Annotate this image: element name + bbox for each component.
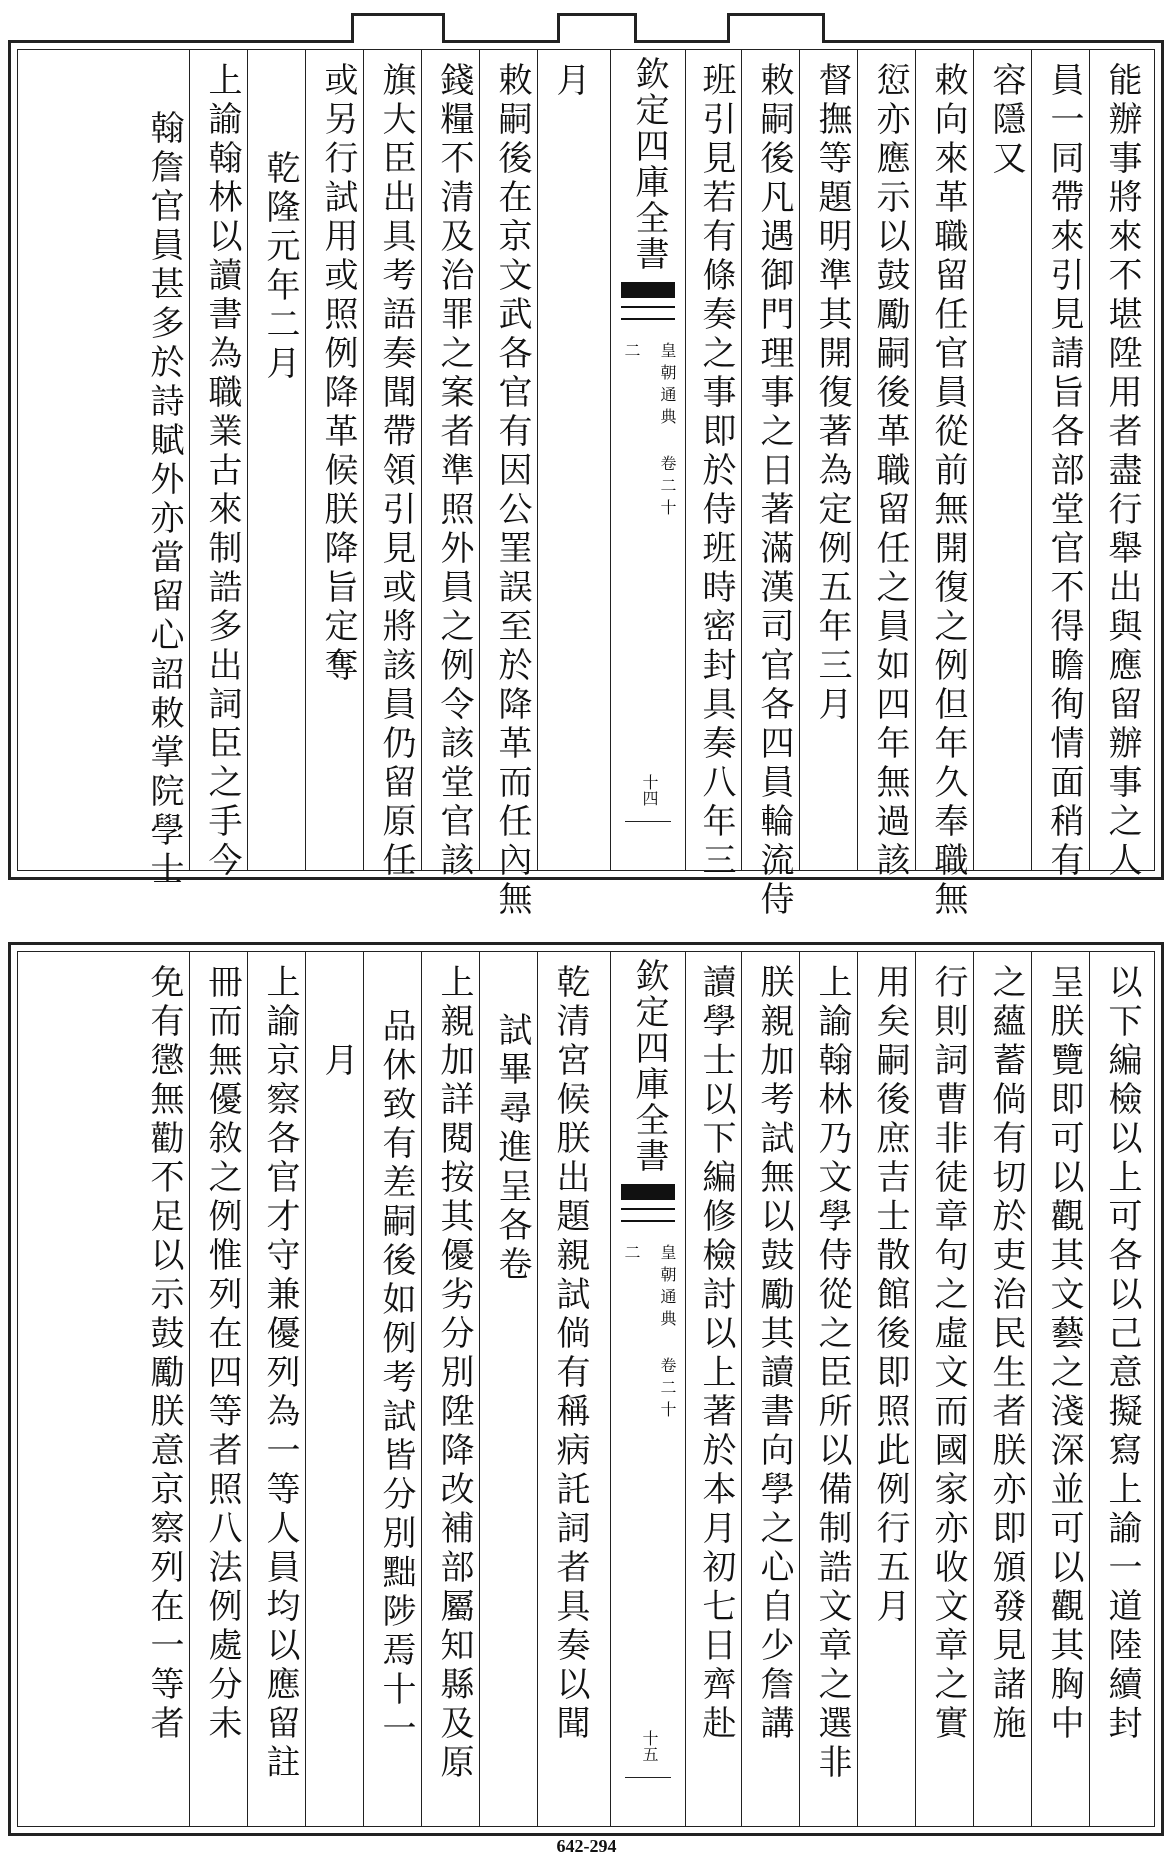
text-column: 能辦事將來不堪陞用者盡行舉出與應留辦事之人 <box>1102 62 1142 881</box>
text-column: 旗大臣出具考語奏聞帶領引見或將該員仍留原任 <box>376 62 416 881</box>
top-page <box>8 40 1164 920</box>
bottom-center-strip <box>610 952 686 1826</box>
top-frame <box>17 49 1155 920</box>
text-column: 翰詹官員甚多於詩賦外亦當留心詔敕掌院學士 <box>144 110 184 890</box>
text-column: 乾清宮候朕出題親試倘有稱病託詞者具奏以聞 <box>550 964 590 1744</box>
text-column: 愆亦應示以鼓勵嗣後革職留任之員如四年無過該 <box>870 62 910 881</box>
text-column: 試畢尋進呈各卷 <box>492 1012 532 1285</box>
folio-number: 十五 <box>640 1730 659 1762</box>
page-number-footer: 642-294 <box>556 1836 617 1856</box>
folio-number: 十四 <box>640 774 659 806</box>
book-title: 欽定四庫全書 <box>629 56 669 272</box>
text-column: 乾隆元年二月 <box>260 150 300 384</box>
top-tab-right <box>727 13 825 43</box>
text-column: 敕嗣後凡遇御門理事之日著滿漢司官各四員輪流侍 <box>754 62 794 920</box>
text-column: 呈朕覽即可以觀其文藝之淺深並可以觀其胸中 <box>1044 964 1084 1744</box>
text-column: 督撫等題明準其開復著為定例五年三月 <box>812 62 852 725</box>
text-column: 上諭翰林乃文學侍從之臣所以備制誥文章之選非 <box>812 964 852 1783</box>
book-title: 欽定四庫全書 <box>629 958 669 1174</box>
bottom-page <box>8 942 1164 1836</box>
text-column: 錢糧不清及治罪之案者準照外員之例令該堂官該 <box>434 62 474 881</box>
text-column: 品休致有差嗣後如例考試皆分別黜陟焉十一 <box>376 1008 416 1749</box>
fishtail-mark <box>621 282 675 298</box>
text-column: 月 <box>550 62 590 101</box>
text-column: 以下編檢以上可各以己意擬寫上諭一道陸續封 <box>1102 964 1142 1744</box>
text-column: 用矣嗣後庶吉士散館後即照此例行五月 <box>870 964 910 1627</box>
volume-label: 皇朝通典 卷二十二 <box>622 342 677 521</box>
text-column: 免有懲無勸不足以示鼓勵朕意京察列在一等者 <box>144 964 184 1744</box>
text-column: 行則詞曹非徒章句之虛文而國家亦收文章之實 <box>928 964 968 1744</box>
text-column: 上親加詳閱按其優劣分別陞降改補部屬知縣及原 <box>434 964 474 1783</box>
text-column: 之蘊蓄倘有切於吏治民生者朕亦即頒發見諸施 <box>986 964 1026 1744</box>
text-column: 上諭京察各官才守兼優列為一等人員均以應留註 <box>260 964 300 1783</box>
fishtail-rule <box>621 306 675 320</box>
text-column: 容隱又 <box>986 62 1026 179</box>
text-column: 或另行試用或照例降革候朕降旨定奪 <box>318 62 358 686</box>
bottom-frame <box>17 951 1155 1827</box>
fishtail-rule <box>621 1208 675 1222</box>
volume-label: 皇朝通典 卷二十二 <box>622 1244 677 1423</box>
fishtail-mark <box>621 1184 675 1200</box>
text-column: 員一同帶來引見請旨各部堂官不得瞻徇情面稍有 <box>1044 62 1084 881</box>
text-column: 冊而無優敘之例惟列在四等者照八法例處分未 <box>202 964 242 1744</box>
text-column: 敕向來革職留任官員從前無開復之例但年久奉職無 <box>928 62 968 920</box>
top-tab-left <box>351 13 445 43</box>
text-column: 月 <box>318 1042 358 1081</box>
text-column: 上諭翰林以讀書為職業古來制誥多出詞臣之手今 <box>202 62 242 881</box>
top-center-strip <box>610 50 686 870</box>
top-tab-center <box>557 13 637 43</box>
text-column: 敕嗣後在京文武各官有因公罣誤至於降革而任內無 <box>492 62 532 920</box>
text-column: 讀學士以下編修檢討以上著於本月初七日齊赴 <box>696 964 736 1744</box>
text-column: 班引見若有條奏之事即於侍班時密封具奏八年三 <box>696 62 736 881</box>
text-column: 朕親加考試無以鼓勵其讀書向學之心自少詹講 <box>754 964 794 1744</box>
